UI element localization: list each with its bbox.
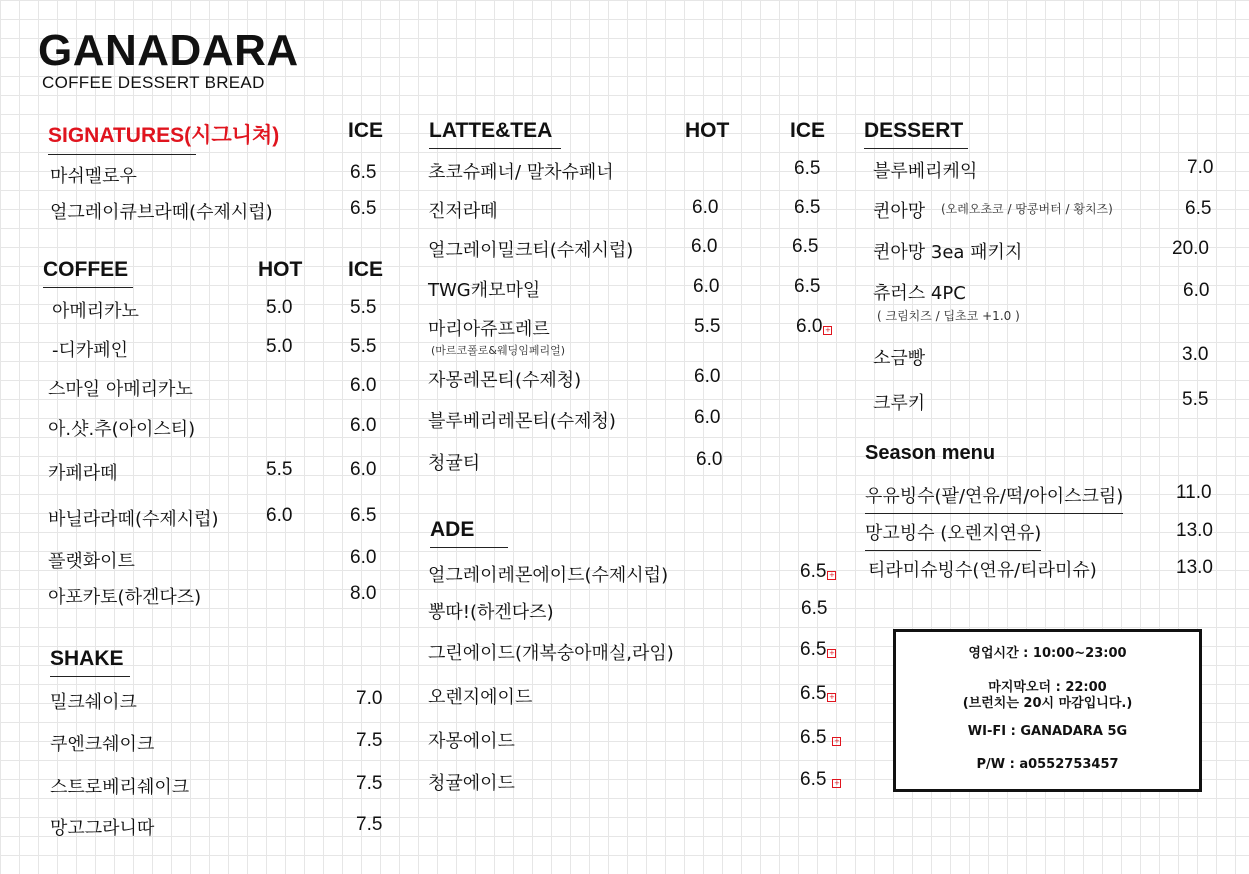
- menu-item-note: (오레오초코 / 땅콩버터 / 황치즈): [941, 202, 1113, 216]
- menu-item-price: [800, 727, 841, 749]
- menu-item-price: 5.0: [266, 297, 293, 318]
- menu-item-name: 아메리카노: [52, 301, 139, 322]
- signatures-title: SIGNATURES(시그니쳐): [48, 119, 196, 155]
- plus-icon: +: [824, 326, 831, 334]
- menu-item-price: 6.5: [350, 162, 377, 183]
- menu-item-price: 6.0: [350, 375, 377, 396]
- menu-item-price: 6.5: [792, 236, 819, 257]
- brunch-close-note: (브런치는 20시 마감입니다.): [962, 696, 1133, 711]
- menu-item-price: [800, 769, 841, 791]
- menu-item-price: 5.5: [694, 316, 721, 337]
- latte-tea-ice-header: ICE: [790, 119, 826, 142]
- menu-item-price: 5.5: [350, 297, 377, 318]
- menu-item-price: [800, 683, 836, 705]
- menu-item-price: 6.0: [694, 407, 721, 428]
- menu-item-price: 6.0: [693, 276, 720, 297]
- menu-item-name: 오렌지에이드: [428, 687, 533, 708]
- menu-item-name: 뽕따!(하겐다즈): [428, 602, 554, 623]
- menu-item-name: 블루베리케익: [873, 161, 978, 182]
- menu-item-name: 그린에이드(개복숭아매실,라임): [428, 643, 674, 664]
- menu-item-price: 6.5: [350, 505, 377, 526]
- menu-item-price: 3.0: [1182, 344, 1209, 365]
- signatures-ice-header: ICE: [348, 119, 384, 142]
- plus-icon: +: [828, 649, 835, 657]
- menu-item-price: 6.0: [350, 415, 377, 436]
- menu-item-name: 밀크쉐이크: [50, 692, 137, 713]
- menu-item-price: 7.5: [356, 730, 383, 751]
- plus-icon: +: [833, 737, 840, 745]
- menu-item-name: 얼그레이큐브라떼(수제시럽): [50, 202, 273, 223]
- menu-item-price: 6.5: [794, 276, 821, 297]
- brand-name: GANADARA: [38, 26, 299, 75]
- plus-icon: +: [828, 693, 835, 701]
- last-order: 마지막오더 : 22:00: [988, 680, 1107, 695]
- menu-item-price: [800, 561, 836, 583]
- menu-item-name: 청귤에이드: [428, 773, 515, 794]
- menu-item-name: 청귤티: [428, 453, 481, 474]
- menu-item-price: 5.5: [1182, 389, 1209, 410]
- menu-item-price: 13.0: [1176, 520, 1213, 541]
- ade-title: ADE: [430, 518, 508, 548]
- coffee-ice-header: ICE: [348, 258, 384, 281]
- menu-item-name: 퀸아망 3ea 패키지: [873, 242, 1023, 263]
- menu-item-price: 5.5: [350, 336, 377, 357]
- menu-item-name: 블루베리레몬티(수제청): [428, 411, 616, 432]
- price-value: 6.5: [800, 639, 827, 660]
- menu-item-name: 우유빙수(팥/연유/떡/아이스크림): [865, 482, 1123, 514]
- price-value: 6.5: [800, 683, 827, 704]
- menu-item-name: 아.샷.추(아이스티): [48, 419, 196, 440]
- menu-item-name: TWG캐모마일: [428, 280, 541, 301]
- menu-item-name: 얼그레이밀크티(수제시럽): [428, 240, 634, 261]
- menu-item-price: 6.5: [794, 197, 821, 218]
- menu-item-name: 자몽레몬티(수제청): [428, 370, 582, 391]
- menu-item-name: 자몽에이드: [428, 731, 515, 752]
- menu-item-name: 망고그라니따: [50, 818, 155, 839]
- menu-item-name: 스트로베리쉐이크: [50, 777, 190, 798]
- price-value: 6.5: [800, 561, 827, 582]
- menu-item-name: 쿠엔크쉐이크: [50, 734, 155, 755]
- menu-item-price: 6.0: [694, 366, 721, 387]
- menu-item-name: 플랫화이트: [48, 551, 135, 572]
- brand-tagline: COFFEE DESSERT BREAD: [42, 73, 265, 92]
- menu-item-name: 아포카토(하겐다즈): [48, 587, 202, 608]
- coffee-hot-header: HOT: [258, 258, 303, 281]
- menu-item-price: [796, 316, 832, 338]
- menu-item-note: ( 크림치즈 / 딥초코 +1.0 ): [877, 309, 1020, 323]
- menu-item-price: 6.0: [692, 197, 719, 218]
- menu-item-price: 7.5: [356, 814, 383, 835]
- menu-item-price: 20.0: [1172, 238, 1209, 259]
- latte-tea-title: LATTE&TEA: [429, 119, 561, 149]
- menu-item-name: 망고빙수 (오렌지연유): [865, 519, 1041, 551]
- menu-item-name: 퀸아망: [873, 201, 926, 222]
- menu-item-name: 스마일 아메리카노: [48, 379, 193, 400]
- price-value: 6.5: [800, 769, 827, 790]
- store-info-box: [893, 629, 1202, 792]
- price-value: 6.5: [800, 727, 827, 748]
- menu-item-price: 6.5: [350, 198, 377, 219]
- plus-icon: +: [828, 571, 835, 579]
- menu-item-price: 11.0: [1176, 482, 1212, 503]
- plus-icon: +: [833, 779, 840, 787]
- season-menu-title: Season menu: [865, 442, 996, 464]
- wifi-name: WI-FI : GANADARA 5G: [967, 724, 1128, 739]
- menu-item-name: 소금빵: [873, 348, 926, 369]
- latte-tea-hot-header: HOT: [685, 119, 730, 142]
- menu-item-name: 티라미슈빙수(연유/티라미슈): [868, 560, 1097, 581]
- menu-item-price: 6.0: [691, 236, 718, 257]
- menu-item-price: 6.5: [801, 598, 828, 619]
- dessert-title: DESSERT: [864, 119, 968, 149]
- menu-item-price: 7.0: [356, 688, 383, 709]
- menu-item-price: 5.5: [266, 459, 293, 480]
- menu-item-name: 마쉬멜로우: [50, 166, 137, 187]
- menu-item-price: 5.0: [266, 336, 293, 357]
- menu-item-name: 얼그레이레몬에이드(수제시럽): [428, 565, 669, 586]
- menu-item-price: 6.0: [696, 449, 723, 470]
- menu-item-name: 초코슈페너/ 말차슈페너: [428, 162, 614, 183]
- menu-item-price: 8.0: [350, 583, 377, 604]
- menu-item-name: 진저라떼: [428, 201, 498, 222]
- menu-item-name: 츄러스 4PC: [873, 283, 966, 304]
- menu-item-note: (마르코폴로&웨딩임페리얼): [431, 344, 566, 357]
- menu-item-name: 크루키: [873, 393, 926, 414]
- menu-item-price: 6.0: [350, 547, 377, 568]
- menu-item-price: [800, 639, 836, 661]
- shake-title: SHAKE: [50, 647, 130, 677]
- menu-item-price: 6.5: [1185, 198, 1212, 219]
- menu-item-name: 바닐라라떼(수제시럽): [48, 509, 219, 530]
- menu-item-price: 6.0: [1183, 280, 1210, 301]
- menu-item-name: -디카페인: [52, 340, 129, 361]
- menu-item-price: 6.0: [266, 505, 293, 526]
- business-hours: 영업시간 : 10:00~23:00: [968, 646, 1127, 661]
- menu-item-price: 13.0: [1176, 557, 1213, 578]
- price-value: 6.0: [796, 316, 823, 337]
- menu-item-price: 7.5: [356, 773, 383, 794]
- menu-item-price: 6.5: [794, 158, 821, 179]
- wifi-password: P/W : a0552753457: [976, 757, 1119, 772]
- coffee-title: COFFEE: [43, 258, 133, 288]
- menu-item-name: 카페라떼: [48, 463, 118, 484]
- menu-item-name: 마리아쥬프레르: [428, 319, 550, 340]
- menu-item-price: 7.0: [1187, 157, 1214, 178]
- menu-item-price: 6.0: [350, 459, 377, 480]
